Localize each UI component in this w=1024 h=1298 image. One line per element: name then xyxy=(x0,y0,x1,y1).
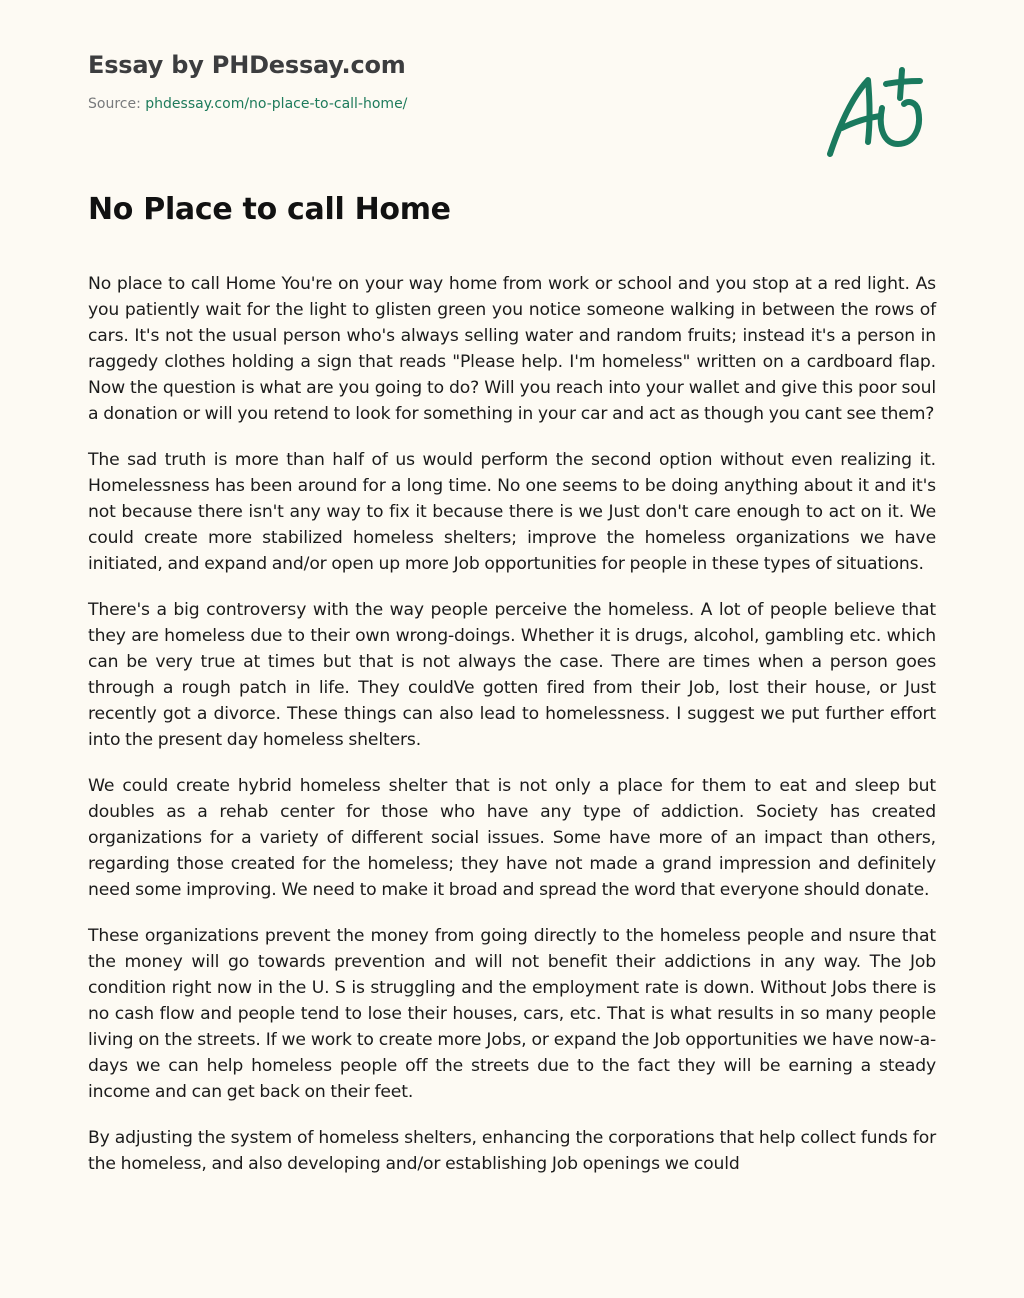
essay-body xyxy=(88,271,936,1197)
page-header xyxy=(88,48,788,113)
source-line xyxy=(88,95,788,113)
essay-paragraph: We could create hybrid homeless shelter that is not only a place for them to eat and sleep but doubles as a rehab center for those who have any type of addiction. Society has created organizations for a variety of different social issues. Some have more of an impact than others, regarding those created for the homeless; they have not made a grand impression and definitely need some improving. We need to make it broad and spread the word that everyone should donate. xyxy=(88,776,936,900)
essay-paragraph: These organizations prevent the money from going directly to the homeless people and nsure that the money will go towards prevention and will not benefit their addictions in any way. The Job condition right now in the U. S is struggling and the employment rate is down. Without Jobs there is no cash flow and people tend to lose their houses, cars, etc. That is what results in so many people living on the streets. If we work to create more Jobs, or expand the Job opportunities we have now-a-days we can help homeless people off the streets due to the fact they will be earning a steady income and can get back on their feet. xyxy=(88,926,936,1102)
a-plus-grade-icon xyxy=(822,62,932,162)
essay-paragraph: There's a big controversy with the way people perceive the homeless. A lot of people believe that they are homeless due to their own wrong-doings. Whether it is drugs, alcohol, gambling etc. which can be very true at times but that is not always the case. There are times when a person goes through a rough patch in life. They couldVe gotten fired from their Job, lost their house, or Just recently got a divorce. These things can also lead to homelessness. I suggest we put further effort into the present day homeless shelters. xyxy=(88,600,936,750)
brand-title: Essay by PHDessay.com xyxy=(88,51,406,79)
source-link[interactable]: phdessay.com/no-place-to-call-home/ xyxy=(145,96,408,112)
essay-paragraph: By adjusting the system of homeless shelters, enhancing the corporations that help collect funds for the homeless, and also developing and/or establishing Job openings we could xyxy=(88,1128,936,1174)
essay-title: No Place to call Home xyxy=(88,192,451,227)
essay-paragraph: No place to call Home You're on your way home from work or school and you stop at a red light. As you patiently wait for the light to glisten green you notice someone walking in between the rows of cars. It's not the usual person who's always selling water and random fruits; instead it's a person in raggedy clothes holding a sign that reads "Please help. I'm homeless" written on a cardboard flap. Now the question is what are you going to do? Will you reach into your wallet and give this poor soul a donation or will you retend to look for something in your car and act as though you cant see them? xyxy=(88,274,936,424)
essay-paragraph: The sad truth is more than half of us would perform the second option without even realizing it. Homelessness has been around for a long time. No one seems to be doing anything about it and it's not because there isn't any way to fix it because there is we Just don't care enough to act on it. We could create more stabilized homeless shelters; improve the homeless organizations we have initiated, and expand and/or open up more Job opportunities for people in these types of situations. xyxy=(88,450,936,574)
source-label: Source: xyxy=(88,96,146,112)
